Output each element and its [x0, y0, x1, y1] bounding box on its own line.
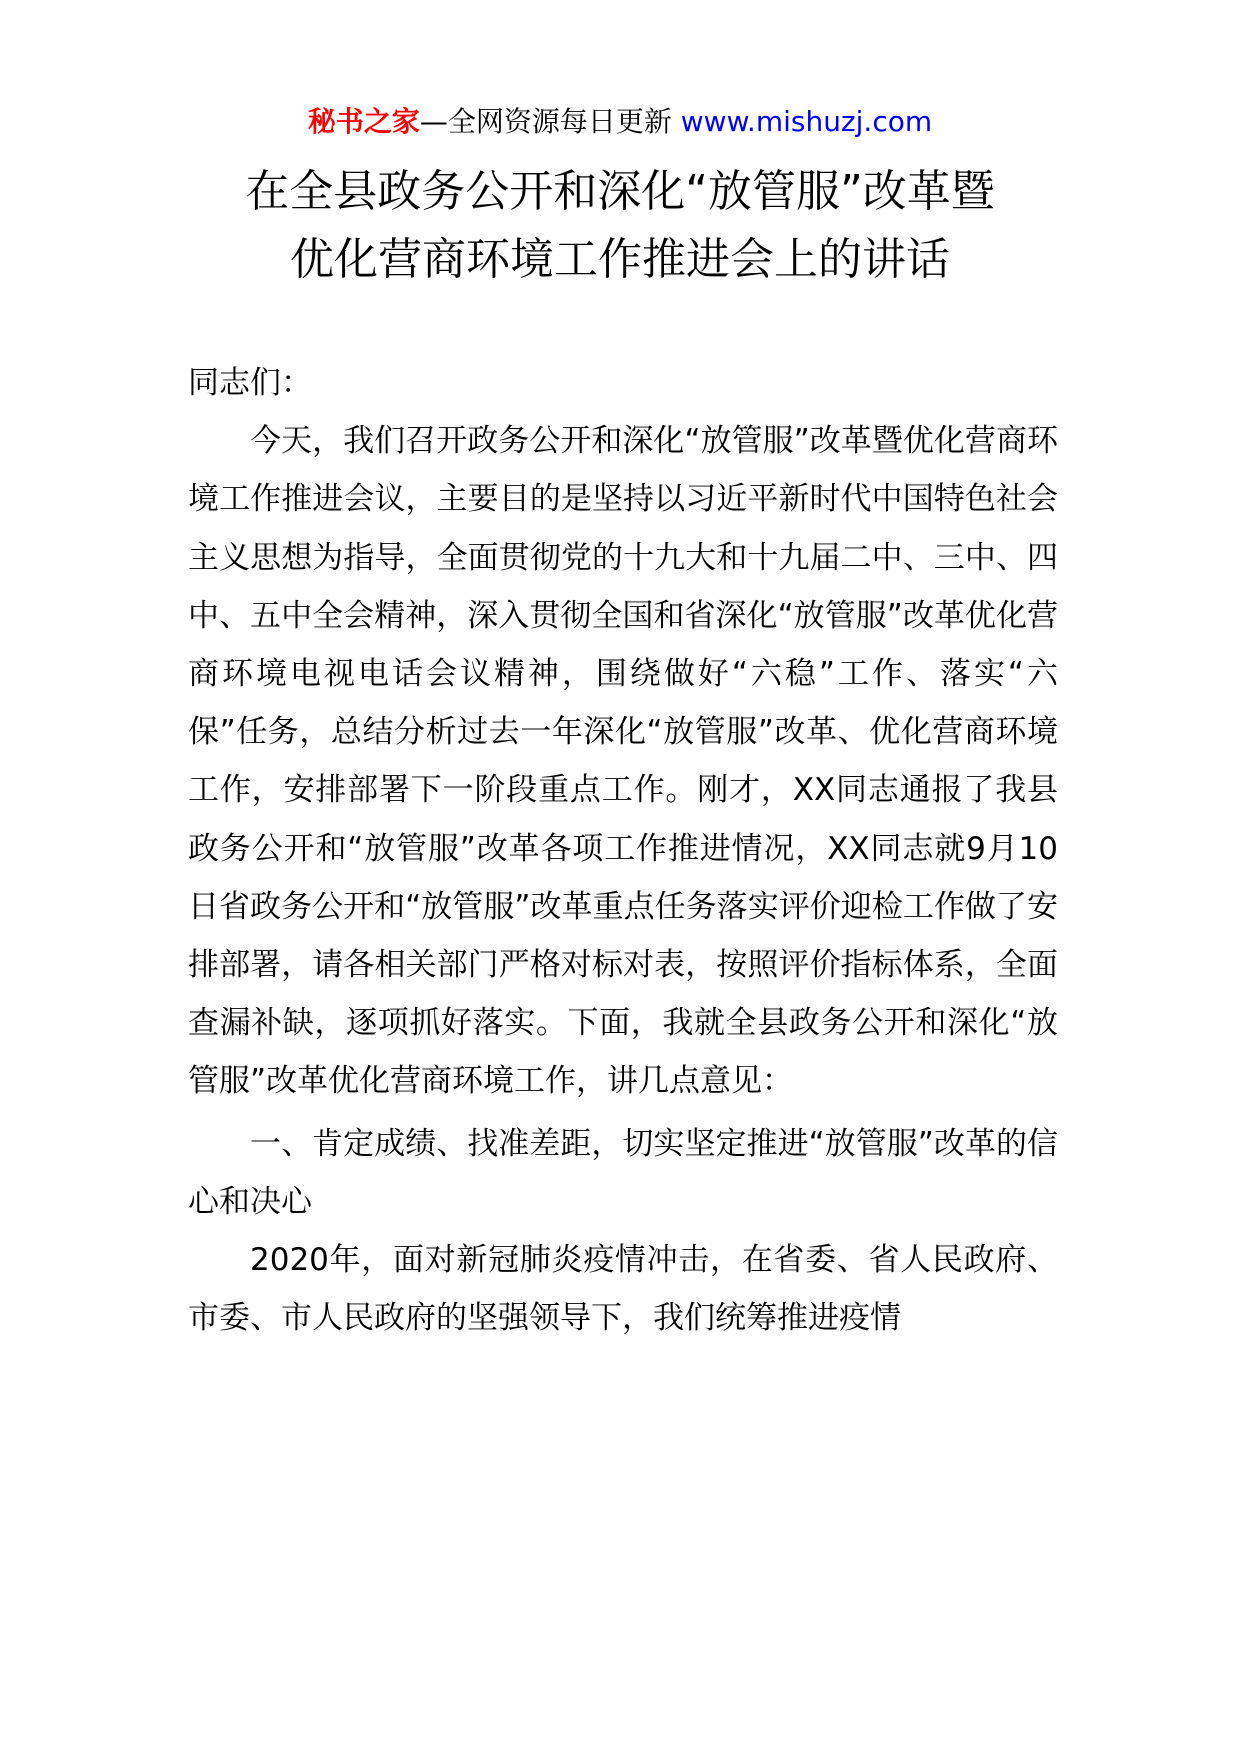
title-line-2: 优化营商环境工作推进会上的讲话 [290, 234, 950, 285]
site-header [0, 100, 1240, 144]
site-slogan: —全网资源每日更新 [419, 105, 681, 138]
brand-name: 秘书之家 [307, 105, 420, 138]
section-heading-1: 一、肯定成绩、找准差距，切实坚定推进“放管服”改革的信心和决心 [188, 1125, 1058, 1220]
document-title [120, 158, 1120, 294]
salutation: 同志们： [188, 365, 312, 401]
title-line-1: 在全县政务公开和深化“放管服”改革暨 [245, 166, 995, 217]
document-body [188, 354, 1058, 1347]
paragraph-1: 今天，我们召开政务公开和深化“放管服”改革暨优化营商环境工作推进会议，主要目的是坚持以习近平新时代中国特色社会主义思想为指导，全面贯彻党的十九大和十九届二中、三中、四中、五中全会精神，深入贯彻全国和省深化“放管服”改革优化营商环境电视电话会议精神，围绕做好“六稳”工作、落实“六保”任务，总结分析过去一年深化“放管服”改革、优化营商环境工作，安排部署下一阶段重点工作。刚才，XX同志通报了我县政务公开和“放管服”改革各项工作推进情况，XX同志就9月10日省政务公开和“放管服”改革重点任务落实评价迎检工作做了安排部署，请各相关部门严格对标对表，按照评价指标体系，全面查漏补缺，逐项抓好落实。下面，我就全县政务公开和深化“放管服”改革优化营商环境工作，讲几点意见： [188, 423, 1058, 1100]
site-url[interactable]: www.mishuzj.com [680, 105, 933, 138]
paragraph-2: 2020年，面对新冠肺炎疫情冲击，在省委、省人民政府、市委、市人民政府的坚强领导下，我们统筹推进疫情 [188, 1242, 1058, 1337]
